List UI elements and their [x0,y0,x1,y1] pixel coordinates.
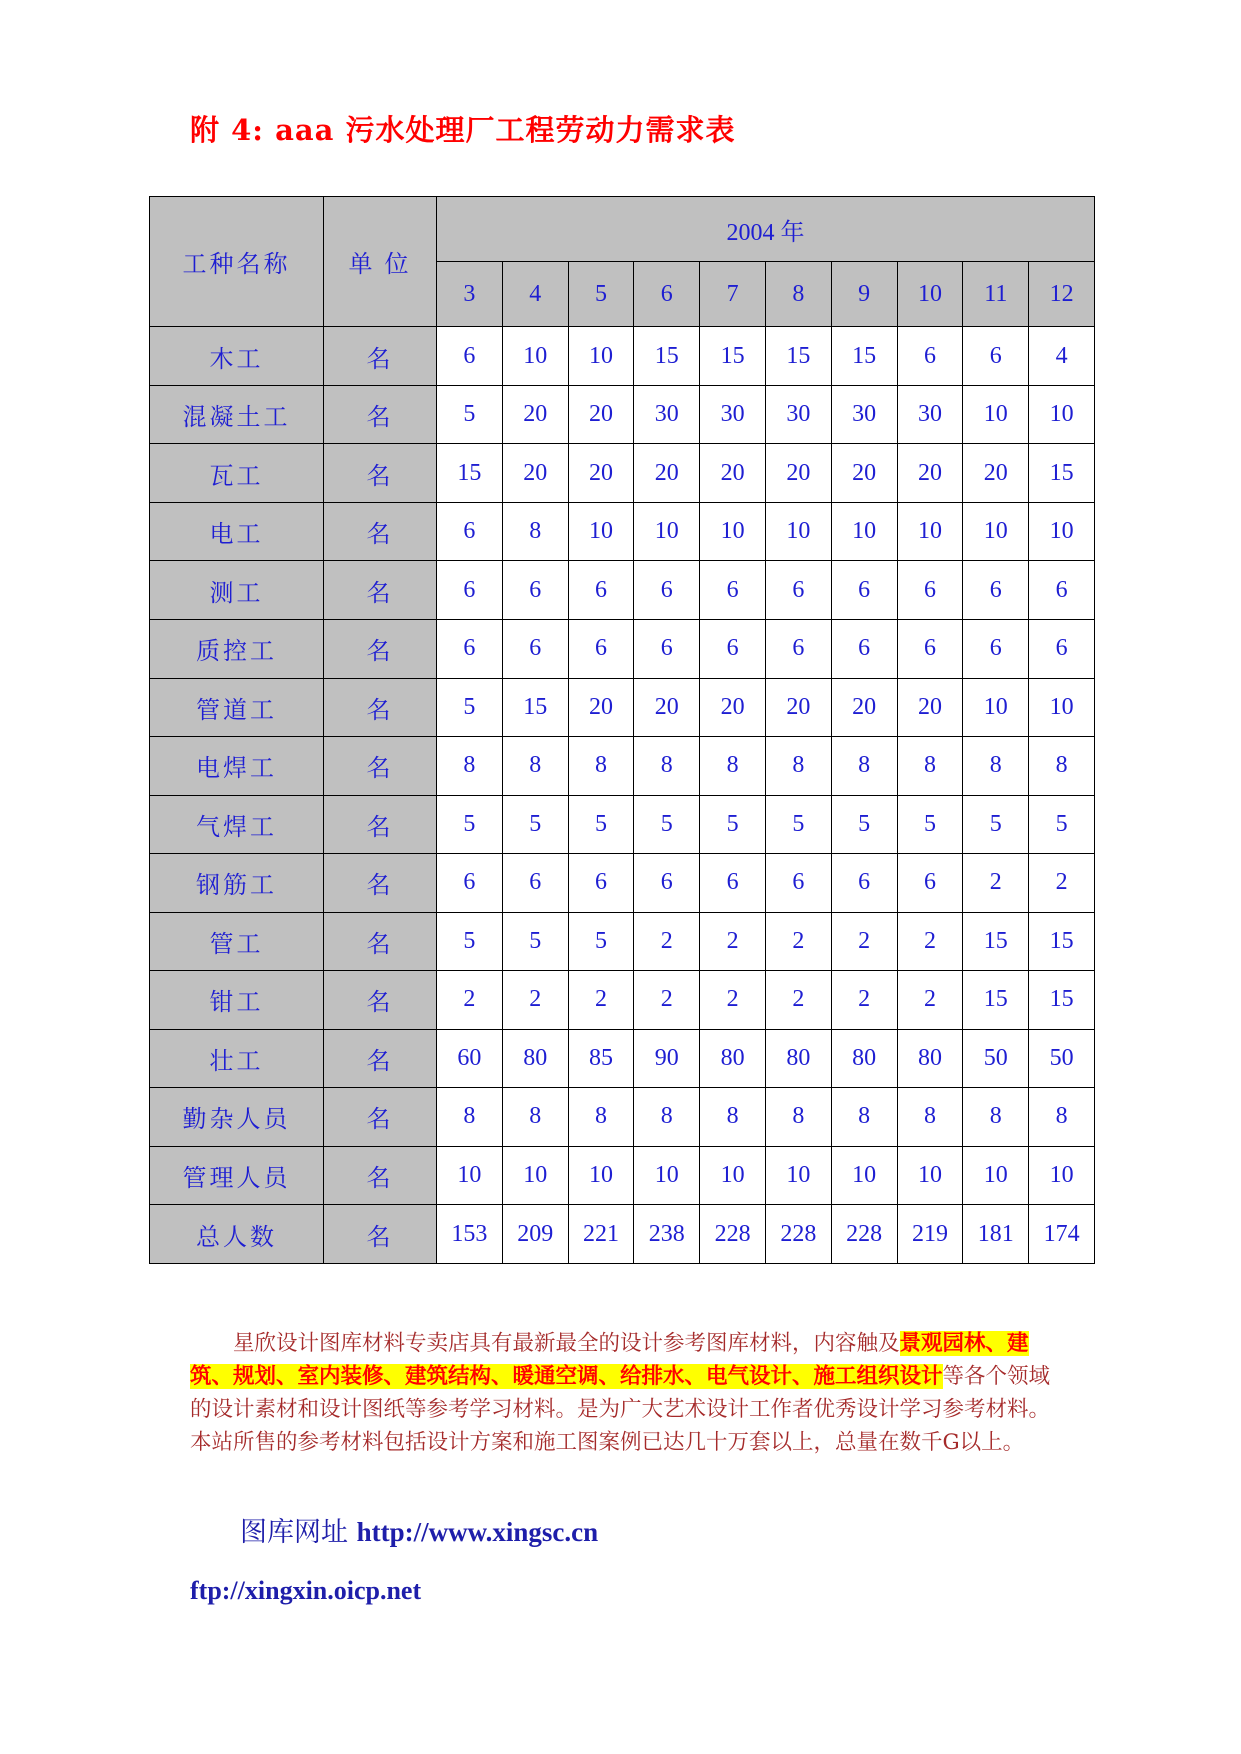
value-cell: 5 [568,912,634,971]
value-cell: 60 [437,1029,503,1088]
value-cell: 20 [897,678,963,737]
value-cell: 6 [700,854,766,913]
unit-cell: 名 [324,1205,437,1264]
value-cell: 10 [437,1146,503,1205]
value-cell: 15 [963,912,1029,971]
value-cell: 10 [963,502,1029,561]
table-header-row [150,197,1095,262]
site-label: 图库网址 [240,1517,348,1548]
value-cell: 5 [897,795,963,854]
value-cell: 80 [700,1029,766,1088]
value-cell: 5 [437,385,503,444]
value-cell: 8 [700,1088,766,1147]
value-cell: 10 [1029,1146,1095,1205]
table-row [150,502,1095,561]
value-cell: 5 [502,795,568,854]
value-cell: 6 [502,619,568,678]
table-row [150,795,1095,854]
unit-cell: 名 [324,327,437,386]
value-cell: 10 [1029,385,1095,444]
trade-name-cell: 测工 [150,561,324,620]
value-cell: 5 [700,795,766,854]
value-cell: 10 [765,1146,831,1205]
trade-name-cell: 瓦工 [150,444,324,503]
trade-name-cell: 电焊工 [150,737,324,796]
value-cell: 8 [437,1088,503,1147]
value-cell: 6 [897,619,963,678]
value-cell: 20 [568,385,634,444]
value-cell: 10 [963,385,1029,444]
advertisement-paragraph [190,1327,1060,1459]
value-cell: 50 [963,1029,1029,1088]
value-cell: 6 [634,561,700,620]
value-cell: 2 [437,971,503,1030]
value-cell: 8 [634,737,700,796]
value-cell: 20 [765,444,831,503]
header-trade-name: 工种名称 [150,197,324,327]
value-cell: 2 [502,971,568,1030]
value-cell: 8 [831,1088,897,1147]
unit-cell: 名 [324,1146,437,1205]
value-cell: 8 [700,737,766,796]
table-row [150,971,1095,1030]
value-cell: 30 [831,385,897,444]
value-cell: 8 [765,737,831,796]
value-cell: 6 [700,561,766,620]
value-cell: 10 [897,502,963,561]
value-cell: 10 [634,1146,700,1205]
header-month: 7 [700,262,766,327]
value-cell: 5 [634,795,700,854]
header-unit: 单 位 [324,197,437,327]
trade-name-cell: 电工 [150,502,324,561]
trade-name-cell: 质控工 [150,619,324,678]
value-cell: 30 [897,385,963,444]
value-cell: 2 [700,971,766,1030]
value-cell: 8 [963,737,1029,796]
value-cell: 8 [568,737,634,796]
value-cell: 10 [897,1146,963,1205]
value-cell: 6 [963,619,1029,678]
value-cell: 10 [831,502,897,561]
header-year: 2004 年 [437,197,1095,262]
value-cell: 2 [963,854,1029,913]
table-row [150,619,1095,678]
value-cell: 8 [634,1088,700,1147]
value-cell: 6 [634,619,700,678]
value-cell: 8 [437,737,503,796]
value-cell: 5 [437,795,503,854]
value-cell: 8 [765,1088,831,1147]
value-cell: 6 [897,327,963,386]
unit-cell: 名 [324,795,437,854]
trade-name-cell: 总人数 [150,1205,324,1264]
value-cell: 5 [437,678,503,737]
trade-name-cell: 钳工 [150,971,324,1030]
value-cell: 15 [1029,971,1095,1030]
value-cell: 5 [765,795,831,854]
value-cell: 15 [634,327,700,386]
table-row [150,1029,1095,1088]
value-cell: 5 [568,795,634,854]
value-cell: 15 [1029,444,1095,503]
value-cell: 10 [765,502,831,561]
table-row [150,678,1095,737]
value-cell: 20 [765,678,831,737]
table-row [150,737,1095,796]
value-cell: 2 [1029,854,1095,913]
trade-name-cell: 勤杂人员 [150,1088,324,1147]
value-cell: 8 [502,737,568,796]
value-cell: 20 [700,678,766,737]
value-cell: 20 [568,444,634,503]
value-cell: 15 [502,678,568,737]
value-cell: 15 [963,971,1029,1030]
value-cell: 10 [700,1146,766,1205]
value-cell: 6 [700,619,766,678]
value-cell: 228 [831,1205,897,1264]
value-cell: 8 [831,737,897,796]
value-cell: 90 [634,1029,700,1088]
value-cell: 6 [897,561,963,620]
unit-cell: 名 [324,1088,437,1147]
value-cell: 6 [831,854,897,913]
unit-cell: 名 [324,912,437,971]
value-cell: 6 [963,561,1029,620]
value-cell: 20 [502,385,568,444]
trade-name-cell: 钢筋工 [150,854,324,913]
header-month: 9 [831,262,897,327]
value-cell: 6 [765,854,831,913]
header-month: 8 [765,262,831,327]
value-cell: 2 [897,971,963,1030]
value-cell: 10 [634,502,700,561]
table-row [150,444,1095,503]
unit-cell: 名 [324,854,437,913]
value-cell: 6 [502,561,568,620]
value-cell: 15 [1029,912,1095,971]
value-cell: 20 [634,444,700,503]
value-cell: 20 [831,678,897,737]
value-cell: 30 [634,385,700,444]
header-month: 4 [502,262,568,327]
value-cell: 6 [634,854,700,913]
value-cell: 6 [963,327,1029,386]
value-cell: 20 [502,444,568,503]
value-cell: 6 [831,561,897,620]
value-cell: 238 [634,1205,700,1264]
table-row [150,1205,1095,1264]
header-month: 3 [437,262,503,327]
value-cell: 15 [700,327,766,386]
value-cell: 6 [568,619,634,678]
value-cell: 10 [1029,678,1095,737]
table-row [150,561,1095,620]
trade-name-cell: 气焊工 [150,795,324,854]
value-cell: 20 [897,444,963,503]
value-cell: 219 [897,1205,963,1264]
unit-cell: 名 [324,737,437,796]
table-row [150,327,1095,386]
unit-cell: 名 [324,444,437,503]
value-cell: 30 [765,385,831,444]
value-cell: 8 [963,1088,1029,1147]
value-cell: 20 [568,678,634,737]
value-cell: 228 [700,1205,766,1264]
value-cell: 2 [831,912,897,971]
value-cell: 10 [700,502,766,561]
header-month: 11 [963,262,1029,327]
table-row [150,1088,1095,1147]
value-cell: 221 [568,1205,634,1264]
site-line [240,1510,598,1549]
value-cell: 2 [700,912,766,971]
unit-cell: 名 [324,1029,437,1088]
value-cell: 2 [831,971,897,1030]
value-cell: 80 [765,1029,831,1088]
value-cell: 10 [831,1146,897,1205]
value-cell: 10 [502,1146,568,1205]
value-cell: 6 [502,854,568,913]
value-cell: 8 [1029,1088,1095,1147]
value-cell: 8 [897,737,963,796]
value-cell: 5 [831,795,897,854]
value-cell: 10 [1029,502,1095,561]
ad-highlight: 景观园林、建筑、规划、室内装修、建筑结构、暖通空调、给排水、电气设计、施工组织设计 [190,1331,1029,1389]
value-cell: 8 [568,1088,634,1147]
value-cell: 20 [963,444,1029,503]
value-cell: 6 [1029,561,1095,620]
unit-cell: 名 [324,561,437,620]
value-cell: 8 [1029,737,1095,796]
value-cell: 20 [634,678,700,737]
value-cell: 6 [437,502,503,561]
value-cell: 174 [1029,1205,1095,1264]
table-row [150,854,1095,913]
value-cell: 8 [897,1088,963,1147]
value-cell: 50 [1029,1029,1095,1088]
value-cell: 6 [437,854,503,913]
value-cell: 80 [831,1029,897,1088]
header-month: 10 [897,262,963,327]
value-cell: 5 [437,912,503,971]
trade-name-cell: 壮工 [150,1029,324,1088]
value-cell: 6 [897,854,963,913]
trade-name-cell: 木工 [150,327,324,386]
value-cell: 5 [502,912,568,971]
value-cell: 6 [568,561,634,620]
value-cell: 10 [568,1146,634,1205]
unit-cell: 名 [324,385,437,444]
trade-name-cell: 管理人员 [150,1146,324,1205]
value-cell: 10 [568,327,634,386]
value-cell: 2 [634,971,700,1030]
value-cell: 80 [502,1029,568,1088]
header-month: 12 [1029,262,1095,327]
value-cell: 209 [502,1205,568,1264]
value-cell: 2 [897,912,963,971]
value-cell: 20 [831,444,897,503]
unit-cell: 名 [324,971,437,1030]
ftp-link[interactable]: ftp://xingxin.oicp.net [190,1576,422,1605]
unit-cell: 名 [324,502,437,561]
trade-name-cell: 管工 [150,912,324,971]
value-cell: 2 [568,971,634,1030]
value-cell: 6 [1029,619,1095,678]
value-cell: 228 [765,1205,831,1264]
value-cell: 20 [700,444,766,503]
site-url-link[interactable]: http://www.xingsc.cn [356,1517,599,1547]
value-cell: 6 [437,619,503,678]
table-row [150,385,1095,444]
unit-cell: 名 [324,678,437,737]
value-cell: 85 [568,1029,634,1088]
value-cell: 4 [1029,327,1095,386]
value-cell: 6 [568,854,634,913]
value-cell: 15 [831,327,897,386]
value-cell: 6 [831,619,897,678]
value-cell: 80 [897,1029,963,1088]
value-cell: 30 [700,385,766,444]
table-row [150,1146,1095,1205]
unit-cell: 名 [324,619,437,678]
table-row [150,912,1095,971]
value-cell: 15 [765,327,831,386]
value-cell: 2 [765,912,831,971]
value-cell: 6 [437,327,503,386]
trade-name-cell: 混凝土工 [150,385,324,444]
value-cell: 6 [437,561,503,620]
trade-name-cell: 管道工 [150,678,324,737]
page-title: 附 4: aaa 污水处理厂工程劳动力需求表 [190,113,736,147]
value-cell: 2 [765,971,831,1030]
value-cell: 5 [1029,795,1095,854]
header-month: 6 [634,262,700,327]
value-cell: 6 [765,619,831,678]
header-month: 5 [568,262,634,327]
value-cell: 10 [502,327,568,386]
value-cell: 8 [502,1088,568,1147]
value-cell: 181 [963,1205,1029,1264]
value-cell: 15 [437,444,503,503]
value-cell: 6 [765,561,831,620]
value-cell: 10 [963,678,1029,737]
value-cell: 2 [634,912,700,971]
value-cell: 10 [568,502,634,561]
labor-demand-table [149,196,1095,1264]
value-cell: 8 [502,502,568,561]
ad-intro: 星欣设计图库材料专卖店具有最新最全的设计参考图库材料，内容触及 [233,1331,900,1356]
value-cell: 5 [963,795,1029,854]
value-cell: 10 [963,1146,1029,1205]
ad-rest: 等各个领域的设计素材和设计图纸等参考学习材料。是为广大艺术设计工作者优秀设计学习参考材料。本站所售的参考材料包括设计方案和施工图案例已达几十万套以上，总量在数千G以上。 [190,1364,1051,1455]
value-cell: 153 [437,1205,503,1264]
